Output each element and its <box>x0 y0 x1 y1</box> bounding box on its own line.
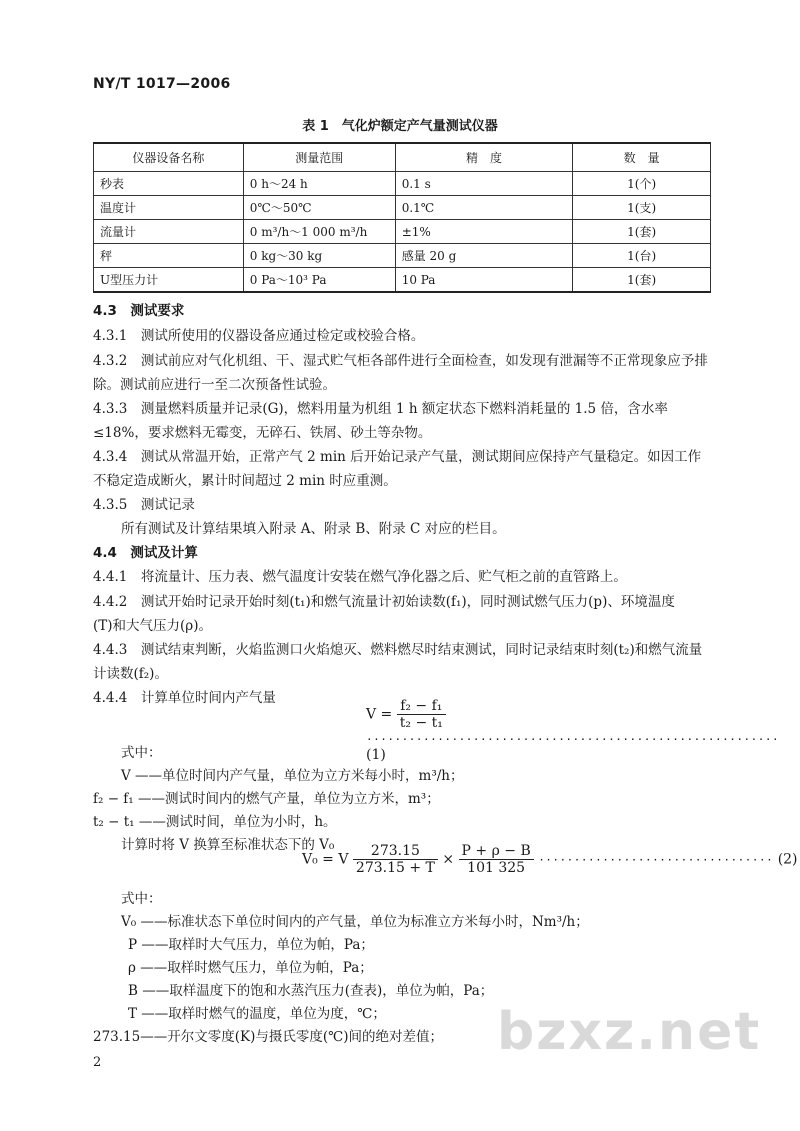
table-cell: U型压力计 <box>94 268 244 293</box>
table-cell: 流量计 <box>94 220 244 244</box>
column-header: 仪器设备名称 <box>94 143 244 172</box>
formula-2-numerator-b: P + ρ − B <box>459 843 534 860</box>
clause-4-4-2: 4.4.2 测试开始时记录开始时刻(t₁)和燃气流量计初始读数(f₁)，同时测试燃气压力(p)、环境温度 <box>93 594 675 610</box>
formula-2-lhs: V₀ = V <box>302 851 349 868</box>
table-row <box>94 172 711 196</box>
document-code: NY/T 1017—2006 <box>93 76 231 92</box>
clause-4-3-5: 4.3.5 测试记录 <box>93 497 195 513</box>
definition-273-15: 273.15——开尔文零度(K)与摄氏零度(℃)间的绝对差值； <box>93 1029 443 1045</box>
column-header: 测量范围 <box>243 143 395 172</box>
watermark: bzxz.net <box>497 1002 762 1062</box>
table-header-row <box>94 143 711 172</box>
clause-4-3-3: 4.3.3 测量燃料质量并记录(G)，燃料用量为机组 1 h 额定状态下燃料消耗量的 1.5 倍，含水率 <box>93 401 668 417</box>
formula-2-number: (2) <box>777 851 798 868</box>
where-label-1: 式中： <box>121 745 162 761</box>
definition-t2-t1: t₂ − t₁ ——测试时间，单位为小时，h。 <box>93 814 337 830</box>
definition-rho: ρ ——取样时燃气压力，单位为帕，Pa； <box>128 960 373 976</box>
clause-4-3-1: 4.3.1 测试所使用的仪器设备应通过检定或校验合格。 <box>93 328 425 344</box>
column-header: 精 度 <box>395 143 573 172</box>
clause-4-3-2: 4.3.2 测试前应对气化机组、干、湿式贮气柜各部件进行全面检查，如发现有泄漏等不正常现象应予排 <box>93 353 708 369</box>
clause-4-4-4: 4.4.4 计算单位时间内产气量 <box>93 690 276 706</box>
clause-4-3-3-cont: ≤18%，要求燃料无霉变，无碎石、铁屑、砂土等杂物。 <box>93 425 432 441</box>
clause-4-4-1: 4.4.1 将流量计、压力表、燃气温度计安装在燃气净化器之后、贮气柜之前的直管路上。 <box>93 569 627 585</box>
formula-2-denominator-a: 273.15 + T <box>355 860 435 876</box>
instrument-table <box>93 142 711 293</box>
formula-1-number: (1) <box>366 747 386 763</box>
definition-P: P ——取样时大气压力，单位为帕，Pa； <box>128 937 374 953</box>
table-cell: 0.1 s <box>395 172 573 196</box>
table-cell: 感量 20 g <box>395 244 573 268</box>
definition-f2-f1: f₂ − f₁ ——测试时间内的燃气产量，单位为立方米，m³； <box>93 791 440 807</box>
table-row <box>94 268 711 293</box>
page-number: 2 <box>93 1055 102 1070</box>
table-cell: 0 h～24 h <box>243 172 395 196</box>
formula-2-denominator-b: 101 325 <box>467 860 526 876</box>
column-header: 数 量 <box>573 143 711 172</box>
where-label-2: 式中： <box>121 891 162 907</box>
conversion-text: 计算时将 V 换算至标准状态下的 V₀ <box>121 837 335 853</box>
table-title: 表 1 气化炉额定产气量测试仪器 <box>302 119 498 134</box>
table-cell: 1(台) <box>573 244 711 268</box>
formula-2-fraction-b <box>459 843 534 876</box>
table-cell: 0℃～50℃ <box>243 196 395 220</box>
clause-4-3-2-cont: 除。测试前应进行一至二次预备性试验。 <box>93 377 336 393</box>
clause-4-3-5-body: 所有测试及计算结果填入附录 A、附录 B、附录 C 对应的栏目。 <box>121 521 506 537</box>
formula-2-fraction-a <box>353 843 438 876</box>
definition-T: T ——取样时燃气的温度，单位为度，℃； <box>128 1006 386 1022</box>
definition-V0: V₀ ——标准状态下单位时间内的产气量，单位为标准立方米每小时，Nm³/h； <box>121 914 589 930</box>
table-cell: 1(套) <box>573 268 711 293</box>
definition-V: V ——单位时间内产气量，单位为立方米每小时，m³/h； <box>121 768 464 784</box>
clause-4-4-3: 4.4.3 测试结束判断，火焰监测口火焰熄灭、燃料燃尽时结束测试，同时记录结束时刻(t₂)和燃气流量 <box>93 642 703 658</box>
formula-1-leader: ·························································· <box>366 733 780 746</box>
formula-2-numerator-a: 273.15 <box>353 843 438 860</box>
table-row <box>94 196 711 220</box>
table-cell: 0 kg～30 kg <box>243 244 395 268</box>
formula-1 <box>366 698 800 763</box>
section-4-4-heading: 4.4 测试及计算 <box>93 545 198 561</box>
table-cell: 10 Pa <box>395 268 573 293</box>
definition-B: B ——取样温度下的饱和水蒸汽压力(查表)，单位为帕，Pa； <box>128 983 494 999</box>
table-cell: 秤 <box>94 244 244 268</box>
clause-4-4-2-cont: (T)和大气压力(ρ)。 <box>93 618 213 634</box>
clause-4-3-4-cont: 不稳定造成断火，累计时间超过 2 min 时应重测。 <box>93 473 397 489</box>
formula-2-leader: ································· <box>538 853 774 867</box>
table-cell: 0 Pa～10³ Pa <box>243 268 395 293</box>
formula-2-times: × <box>442 851 455 868</box>
table-cell: 1(套) <box>573 220 711 244</box>
table-cell: 0.1℃ <box>395 196 573 220</box>
table-row <box>94 220 711 244</box>
section-4-3-heading: 4.3 测试要求 <box>93 303 185 319</box>
table-cell: 0 m³/h～1 000 m³/h <box>243 220 395 244</box>
table-cell: 秒表 <box>94 172 244 196</box>
formula-1-lhs: V = <box>366 706 393 723</box>
formula-1-denominator: t₂ − t₁ <box>399 715 443 731</box>
table-cell: 温度计 <box>94 196 244 220</box>
formula-1-numerator: f₂ − f₁ <box>397 698 446 715</box>
formula-1-fraction <box>397 698 446 731</box>
table-cell: 1(支) <box>573 196 711 220</box>
formula-2 <box>302 843 798 876</box>
clause-4-4-3-cont: 计读数(f₂)。 <box>93 666 168 682</box>
table-row <box>94 244 711 268</box>
table-cell: 1(个) <box>573 172 711 196</box>
clause-4-3-4: 4.3.4 测试从常温开始，正常产气 2 min 后开始记录产气量，测试期间应保持产气量稳定。如因工作 <box>93 449 702 465</box>
table-cell: ±1% <box>395 220 573 244</box>
